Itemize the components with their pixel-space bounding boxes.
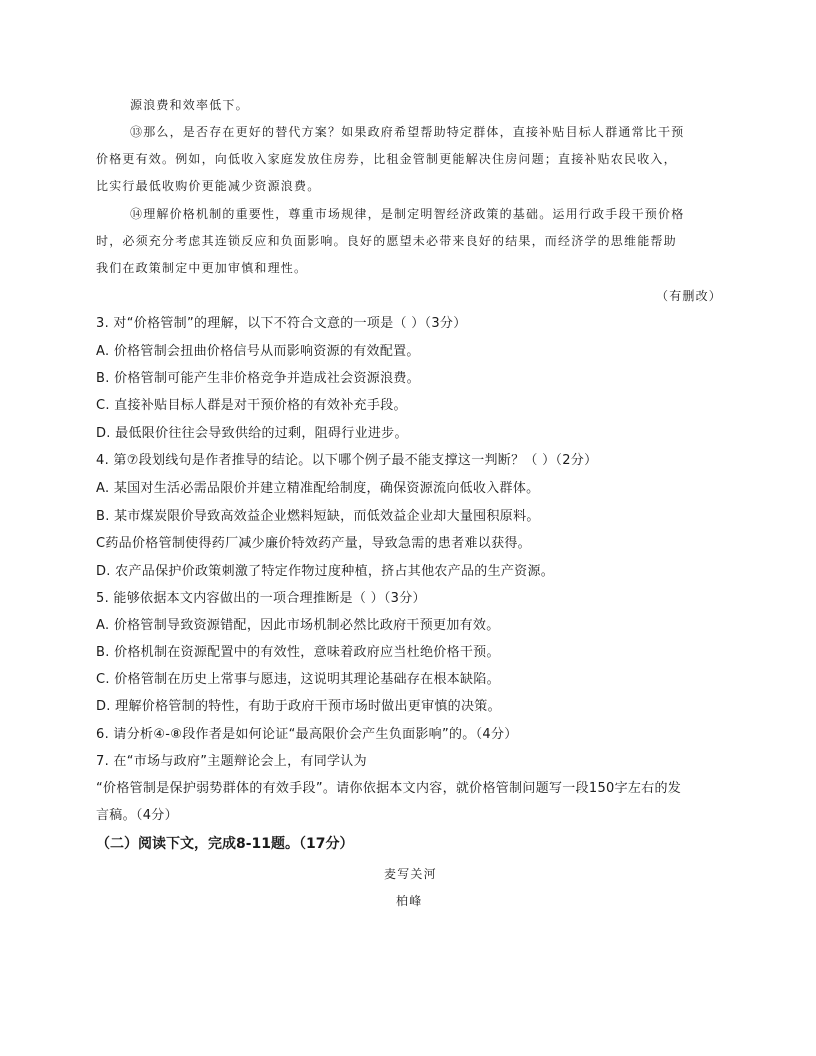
passage-paragraph-13-line-2: 价格更有效。例如，向低收入家庭发放住房券，比租金管制更能解决住房问题；直接补贴农民收入， xyxy=(96,152,677,166)
question-4-option-a: A. 某国对生活必需品限价并建立精准配给制度，确保资源流向低收入群体。 xyxy=(96,481,540,496)
passage-paragraph-14-line-3: 我们在政策制定中更加审慎和理性。 xyxy=(96,261,308,275)
question-4-option-d: D. 农产品保护价政策刺激了特定作物过度种植，挤占其他农产品的生产资源。 xyxy=(96,564,555,579)
question-3-option-a: A. 价格管制会扭曲价格信号从而影响资源的有效配置。 xyxy=(96,344,420,359)
question-3-stem: 3. 对“价格管制”的理解，以下不符合文意的一项是（ ）（3分） xyxy=(96,316,467,331)
passage-paragraph-14-line-1: ⑭理解价格机制的重要性，尊重市场规律，是制定明智经济政策的基础。运用行政手段干预价格 xyxy=(130,207,685,221)
article-author: 柏峰 xyxy=(396,894,423,908)
question-6-stem: 6. 请分析④-⑧段作者是如何论证“最高限价会产生负面影响”的。（4分） xyxy=(96,727,518,742)
question-5-option-c: C. 价格管制在历史上常事与愿违，这说明其理论基础存在根本缺陷。 xyxy=(96,672,500,687)
question-3-option-d: D. 最低限价往往会导致供给的过剩，阻碍行业进步。 xyxy=(96,426,408,441)
passage-paragraph-14-line-2: 时，必须充分考虑其连锁反应和负面影响。良好的愿望未必带来良好的结果，而经济学的思维能帮助 xyxy=(96,234,677,248)
article-title: 麦写关河 xyxy=(384,867,437,881)
question-4-option-b: B. 某市煤炭限价导致高效益企业燃料短缺，而低效益企业却大量囤积原料。 xyxy=(96,509,540,524)
passage-paragraph-13-line-3: 比实行最低收购价更能减少资源浪费。 xyxy=(96,179,321,193)
passage-paragraph-12-end: 源浪费和效率低下。 xyxy=(130,98,249,112)
question-4-option-c: C药品价格管制使得药厂减少廉价特效药产量，导致急需的患者难以获得。 xyxy=(96,536,531,551)
passage-source-note: （有删改） xyxy=(656,289,723,303)
question-7-line-3: 言稿。（4分） xyxy=(96,808,178,823)
question-3-option-b: B. 价格管制可能产生非价格竞争并造成社会资源浪费。 xyxy=(96,371,420,386)
question-5-option-a: A. 价格管制导致资源错配，因此市场机制必然比政府干预更加有效。 xyxy=(96,618,500,633)
question-3-option-c: C. 直接补贴目标人群是对干预价格的有效补充手段。 xyxy=(96,398,407,413)
question-5-option-b: B. 价格机制在资源配置中的有效性，意味着政府应当杜绝价格干预。 xyxy=(96,645,500,660)
question-7-line-1: 7. 在“市场与政府”主题辩论会上，有同学认为 xyxy=(96,754,367,769)
passage-paragraph-13-line-1: ⑬那么，是否存在更好的替代方案？如果政府希望帮助特定群体，直接补贴目标人群通常比干预 xyxy=(130,125,685,139)
question-5-option-d: D. 理解价格管制的特性，有助于政府干预市场时做出更审慎的决策。 xyxy=(96,699,501,714)
question-7-line-2: “价格管制是保护弱势群体的有效手段”。请你依据本文内容，就价格管制问题写一段150字左右的发 xyxy=(96,781,682,796)
question-4-stem: 4. 第⑦段划线句是作者推导的结论。以下哪个例子最不能支撑这一判断？（ ）（2分） xyxy=(96,453,598,468)
section-2-heading: （二）阅读下文，完成8-11题。（17分） xyxy=(96,836,354,852)
question-5-stem: 5. 能够依据本文内容做出的一项合理推断是（ ）（3分） xyxy=(96,591,426,606)
